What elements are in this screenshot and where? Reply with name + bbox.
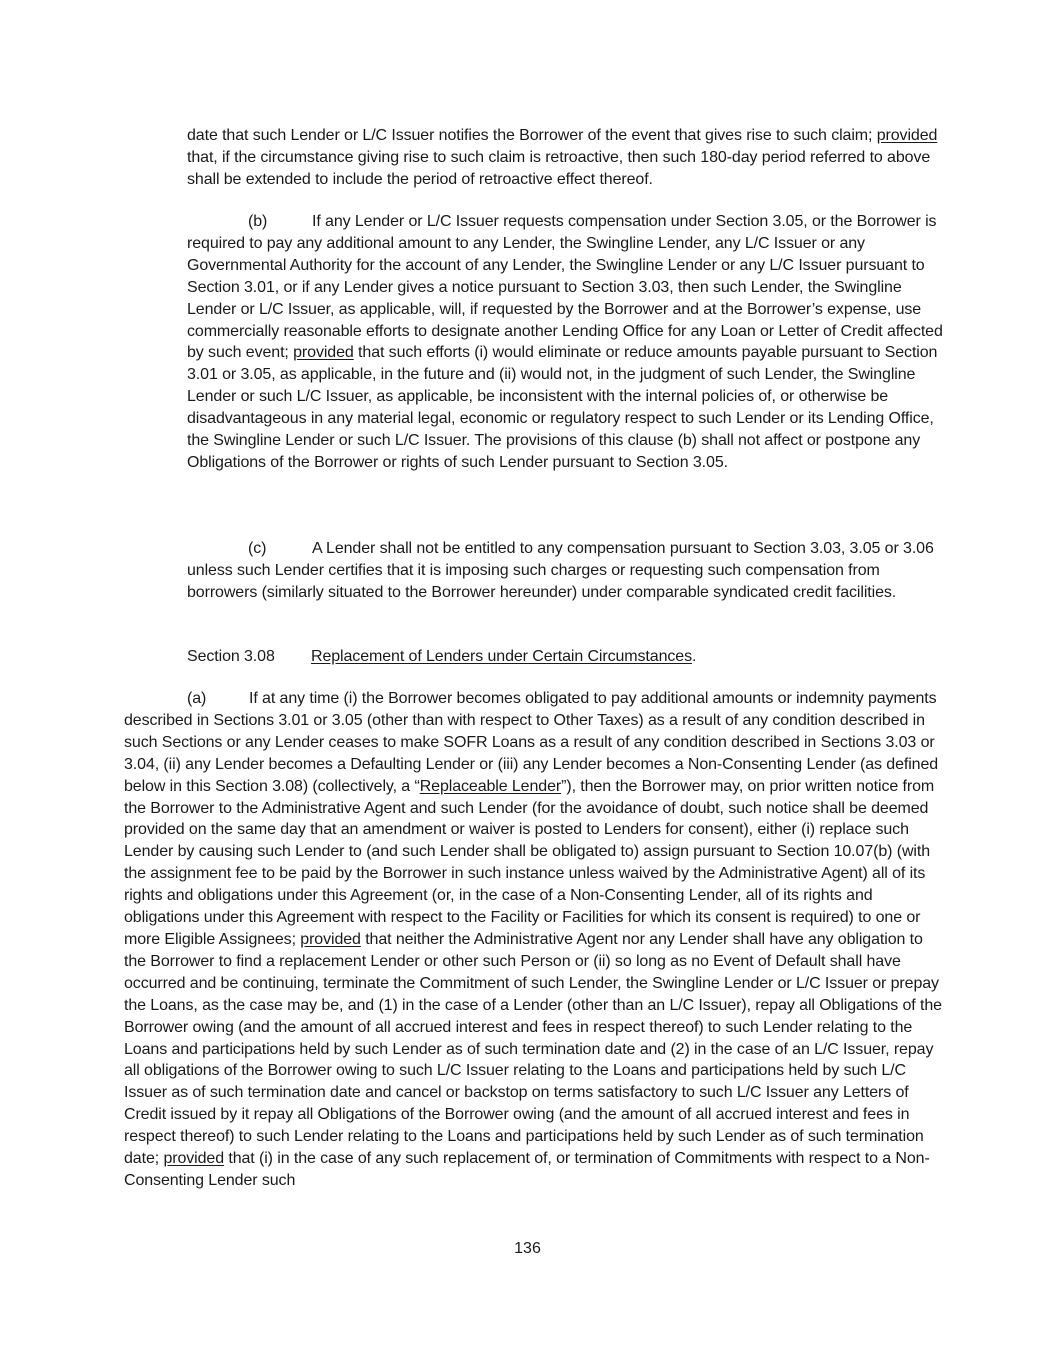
section-title: Replacement of Lenders under Certain Circumstances bbox=[311, 648, 692, 665]
paragraph-continuation bbox=[187, 125, 947, 191]
clause-label-c: (c) bbox=[248, 540, 267, 557]
paragraph-text: that, if the circumstance giving rise to such claim is retroactive, then such 180-day period referred to above shall be extended to include the period of retroactive effect thereof. bbox=[187, 148, 931, 188]
paragraph-text: date that such Lender or L/C Issuer notifies the Borrower of the event that gives rise to such claim; bbox=[187, 127, 877, 144]
section-heading bbox=[187, 646, 947, 668]
paragraph-text: A Lender shall not be entitled to any compensation pursuant to Section 3.03, 3.05 or 3.06 unless such Lender certifies that it is imposing such charges or requesting such compensation from borrowers (similarly situated to the Borrower hereunder) under comparable syndicated credit facilities. bbox=[187, 540, 934, 601]
provided-term: provided bbox=[300, 930, 361, 948]
clause-label-a: (a) bbox=[187, 690, 207, 707]
paragraph-text: If any Lender or L/C Issuer requests compensation under Section 3.05, or the Borrower is required to pay any additional amount to any Lender, the Swingline Lender, any L/C Issuer or any Governmental Authority for the account of any Lender, the Swingline Lender or any L/C Issuer pursuant to Section 3.01, or if any Lender gives a notice pursuant to Section 3.03, then such Lender, the Swingline Lender or L/C Issuer, as applicable, will, if requested by the Borrower and at the Borrower’s expense, use commercially reasonable efforts to designate another Lending Office for any Loan or Letter of Credit affected by such event; bbox=[187, 213, 943, 362]
paragraph-a bbox=[124, 688, 944, 1192]
paragraph-text: that neither the Administrative Agent nor any Lender shall have any obligation to the Borrower to find a replacement Lender or other such Person or (ii) so long as no Event of Default shall have occurred and be continuing, terminate the Commitment of such Lender, the Swingline Lender or L/C Issuer or prepay the Loans, as the case may be, and (1) in the case of a Lender (other than an L/C Issuer), repay all Obligations of the Borrower owing (and the amount of all accrued interest and fees in respect thereof) to such Lender relating to the Loans and participations held by such Lender as of such termination date and (2) in the case of an L/C Issuer, repay all obligations of the Borrower owing to such L/C Issuer relating to the Loans and participations held by such L/C Issuer as of such termination date and cancel or backstop on terms satisfactory to such L/C Issuer any Letters of Credit issued by it repay all Obligations of the Borrower owing (and the amount of all accrued interest and fees in respect thereof) to such Lender relating to the Loans and participations held by such Lender as of such termination date; bbox=[124, 930, 942, 1168]
clause-label-b: (b) bbox=[248, 213, 268, 230]
provided-term: provided bbox=[163, 1150, 225, 1168]
paragraph-b bbox=[187, 211, 947, 474]
page-number: 136 bbox=[514, 1240, 541, 1257]
paragraph-c bbox=[187, 538, 947, 604]
provided-term: provided bbox=[876, 127, 938, 144]
section-number: Section 3.08 bbox=[187, 648, 275, 665]
defined-term: Replaceable Lender bbox=[419, 777, 562, 795]
paragraph-text: If at any time (i) the Borrower becomes obligated to pay additional amounts or indemnity payments described in Sections 3.01 or 3.05 (other than with respect to Other Taxes) as a result of any condition described in such Sections or any Lender ceases to make SOFR Loans as a result of any condition described in Sections 3.03 or 3.04, (ii) any Lender becomes a Defaulting Lender or (iii) any Lender becomes a Non-Consenting Lender (as defined below in this Section 3.08) (collectively, a “ bbox=[124, 690, 939, 795]
provided-term: provided bbox=[293, 344, 354, 362]
paragraph-text: ”), then the Borrower may, on prior written notice from the Borrower to the Administrative Agent and such Lender (for the avoidance of doubt, such notice shall be deemed provided on the same day that an amendment or waiver is posted to Lenders for consent), either (i) replace such Lender by causing such Lender to (and such Lender shall be obligated to) assign pursuant to Section 10.07(b) (with the assignment fee to be paid by the Borrower in such instance unless waived by the Administrative Agent) all of its rights and obligations under this Agreement (or, in the case of a Non-Consenting Lender, all of its rights and obligations under this Agreement with respect to the Facility or Facilities for which its consent is required) to one or more Eligible Assignees; bbox=[124, 777, 935, 948]
paragraph-text: that such efforts (i) would eliminate or reduce amounts payable pursuant to Section 3.01 or 3.05, as applicable, in the future and (ii) would not, in the judgment of such Lender, the Swingline Lender or such L/C Issuer, as applicable, be inconsistent with the internal policies of, or otherwise be disadvantageous in any material legal, economic or regulatory respect to such Lender or its Lending Office, the Swingline Lender or such L/C Issuer. The provisions of this clause (b) shall not affect or postpone any Obligations of the Borrower or rights of such Lender pursuant to Section 3.05. bbox=[187, 344, 938, 471]
section-title-period: . bbox=[691, 648, 697, 665]
paragraph-text: that (i) in the case of any such replacement of, or termination of Commitments with respect to a Non-Consenting Lender such bbox=[124, 1150, 930, 1189]
